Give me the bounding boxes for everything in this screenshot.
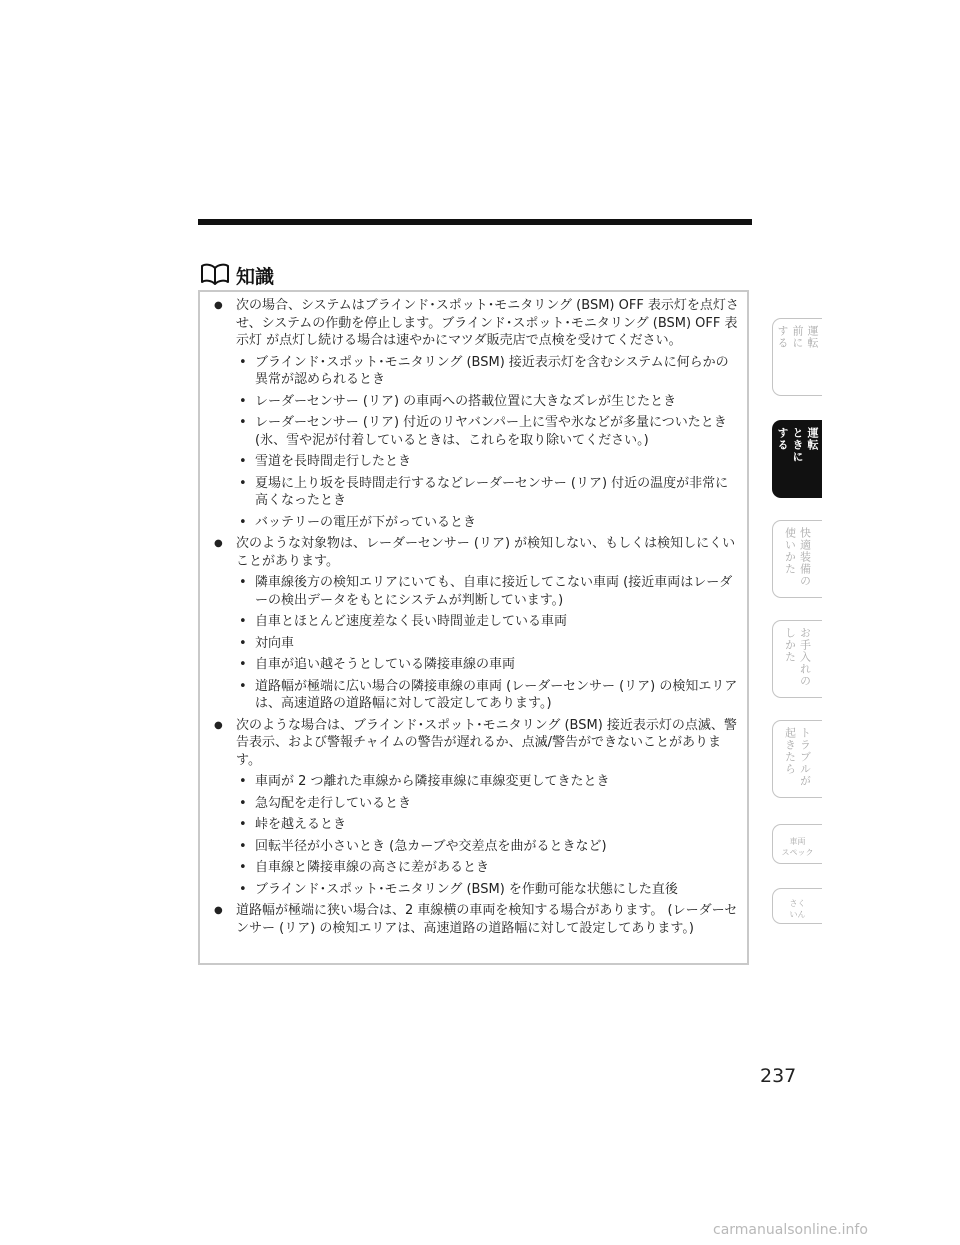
bullet-item: ● 次の場合、システムはブラインド･スポット･モニタリング (BSM) OFF 表示灯を点灯させ、システムの作動を停止します。ブラインド･スポット･モニタリング (BSM) OFF 表示灯 が点灯し続ける場合は速やかにマツダ販売店で点検を受けてください。: [214, 297, 739, 350]
sub-bullet-item: • レーダーセンサー (リア) の車両への搭載位置に大きなズレが生じたとき: [214, 393, 739, 411]
side-tab-label: ときに: [791, 427, 804, 463]
sub-bullet-item: • 自車とほとんど速度差なく長い時間並走している車両: [214, 613, 739, 631]
side-tab-label: する: [776, 427, 789, 451]
side-tab-label: さく: [789, 899, 806, 908]
side-tab-label: しかた: [783, 627, 797, 663]
side-tab-label: トラブルが: [798, 727, 812, 787]
sub-bullet-item: • ブラインド･スポット･モニタリング (BSM) を作動可能な状態にした直後: [214, 881, 739, 899]
side-tab-label: 起きたら: [783, 727, 797, 775]
bullet-item: ● 次のような対象物は、レーダーセンサー (リア) が検知しない、もしくは検知しにくいことがあります。: [214, 535, 739, 570]
sub-bullet-item: • 回転半径が小さいとき (急カーブや交差点を曲がるときなど): [214, 838, 739, 856]
side-tab-6[interactable]: [772, 824, 822, 864]
sub-bullet-item: • バッテリーの電圧が下がっているとき: [214, 514, 739, 532]
sub-bullet-item: • 自車が追い越そうとしている隣接車線の車両: [214, 656, 739, 674]
knowledge-content: [214, 297, 739, 941]
side-tab-label: 快適装備の: [798, 527, 812, 587]
bullet-item: ● 次のような場合は、ブラインド･スポット･モニタリング (BSM) 接近表示灯の点滅、警告表示、および警報チャイムの警告が遅れるか、点滅/警告ができないことがあります。: [214, 717, 739, 770]
watermark: carmanualsonline.info: [713, 1222, 868, 1238]
sub-bullet-item: • 急勾配を走行しているとき: [214, 795, 739, 813]
sub-bullet-item: • 隣車線後方の検知エリアにいても、自車に接近してこない車両 (接近車両はレーダーの検出データをもとにシステムが判断しています。): [214, 574, 739, 609]
sub-bullet-item: • 峠を越えるとき: [214, 816, 739, 834]
section-title: 知識: [236, 266, 275, 288]
side-tab-label: 運転: [806, 325, 819, 349]
open-book-icon: [200, 263, 230, 289]
side-tab-label: 使いかた: [783, 527, 797, 575]
side-tab-label: お手入れの: [798, 627, 812, 687]
sub-bullet-item: • 対向車: [214, 635, 739, 653]
sub-bullet-item: • 車両が 2 つ離れた車線から隣接車線に車線変更してきたとき: [214, 773, 739, 791]
sub-bullet-item: • ブラインド･スポット･モニタリング (BSM) 接近表示灯を含むシステムに何らかの異常が認められるとき: [214, 354, 739, 389]
side-tab-1[interactable]: [772, 318, 822, 396]
sub-bullet-item: • 夏場に上り坂を長時間走行するなどレーダーセンサー (リア) 付近の温度が非常に高くなったとき: [214, 475, 739, 510]
top-rule: [198, 219, 752, 225]
side-tab-3[interactable]: [772, 520, 822, 598]
side-tab-label: する: [776, 325, 789, 349]
side-tab-2[interactable]: [772, 420, 822, 498]
side-tab-label: いん: [789, 910, 806, 919]
sub-bullet-item: • 自車線と隣接車線の高さに差があるとき: [214, 859, 739, 877]
side-tab-4[interactable]: [772, 620, 822, 698]
page-number: 237: [760, 1065, 797, 1087]
bullet-item: ● 道路幅が極端に狭い場合は、2 車線横の車両を検知する場合があります。 (レーダーセンサー (リア) の検知エリアは、高速道路の道路幅に対して設定してあります。): [214, 902, 739, 937]
side-tab-label: スペック: [781, 848, 814, 857]
side-tab-label: 運転: [806, 427, 819, 451]
section-heading: [200, 262, 274, 289]
side-tab-label: 車両: [789, 837, 806, 846]
side-tab-5[interactable]: [772, 720, 822, 798]
knowledge-box: [198, 290, 749, 965]
sub-bullet-item: • レーダーセンサー (リア) 付近のリヤバンパー上に雪や氷などが多量についたとき (氷、雪や泥が付着しているときは、これらを取り除いてください。): [214, 414, 739, 449]
sub-bullet-item: • 道路幅が極端に広い場合の隣接車線の車両 (レーダーセンサー (リア) の検知エリアは、高速道路の道路幅に対して設定してあります。): [214, 678, 739, 713]
sub-bullet-item: • 雪道を長時間走行したとき: [214, 453, 739, 471]
side-tab-label: 前に: [791, 325, 804, 349]
side-tab-7[interactable]: [772, 888, 822, 924]
